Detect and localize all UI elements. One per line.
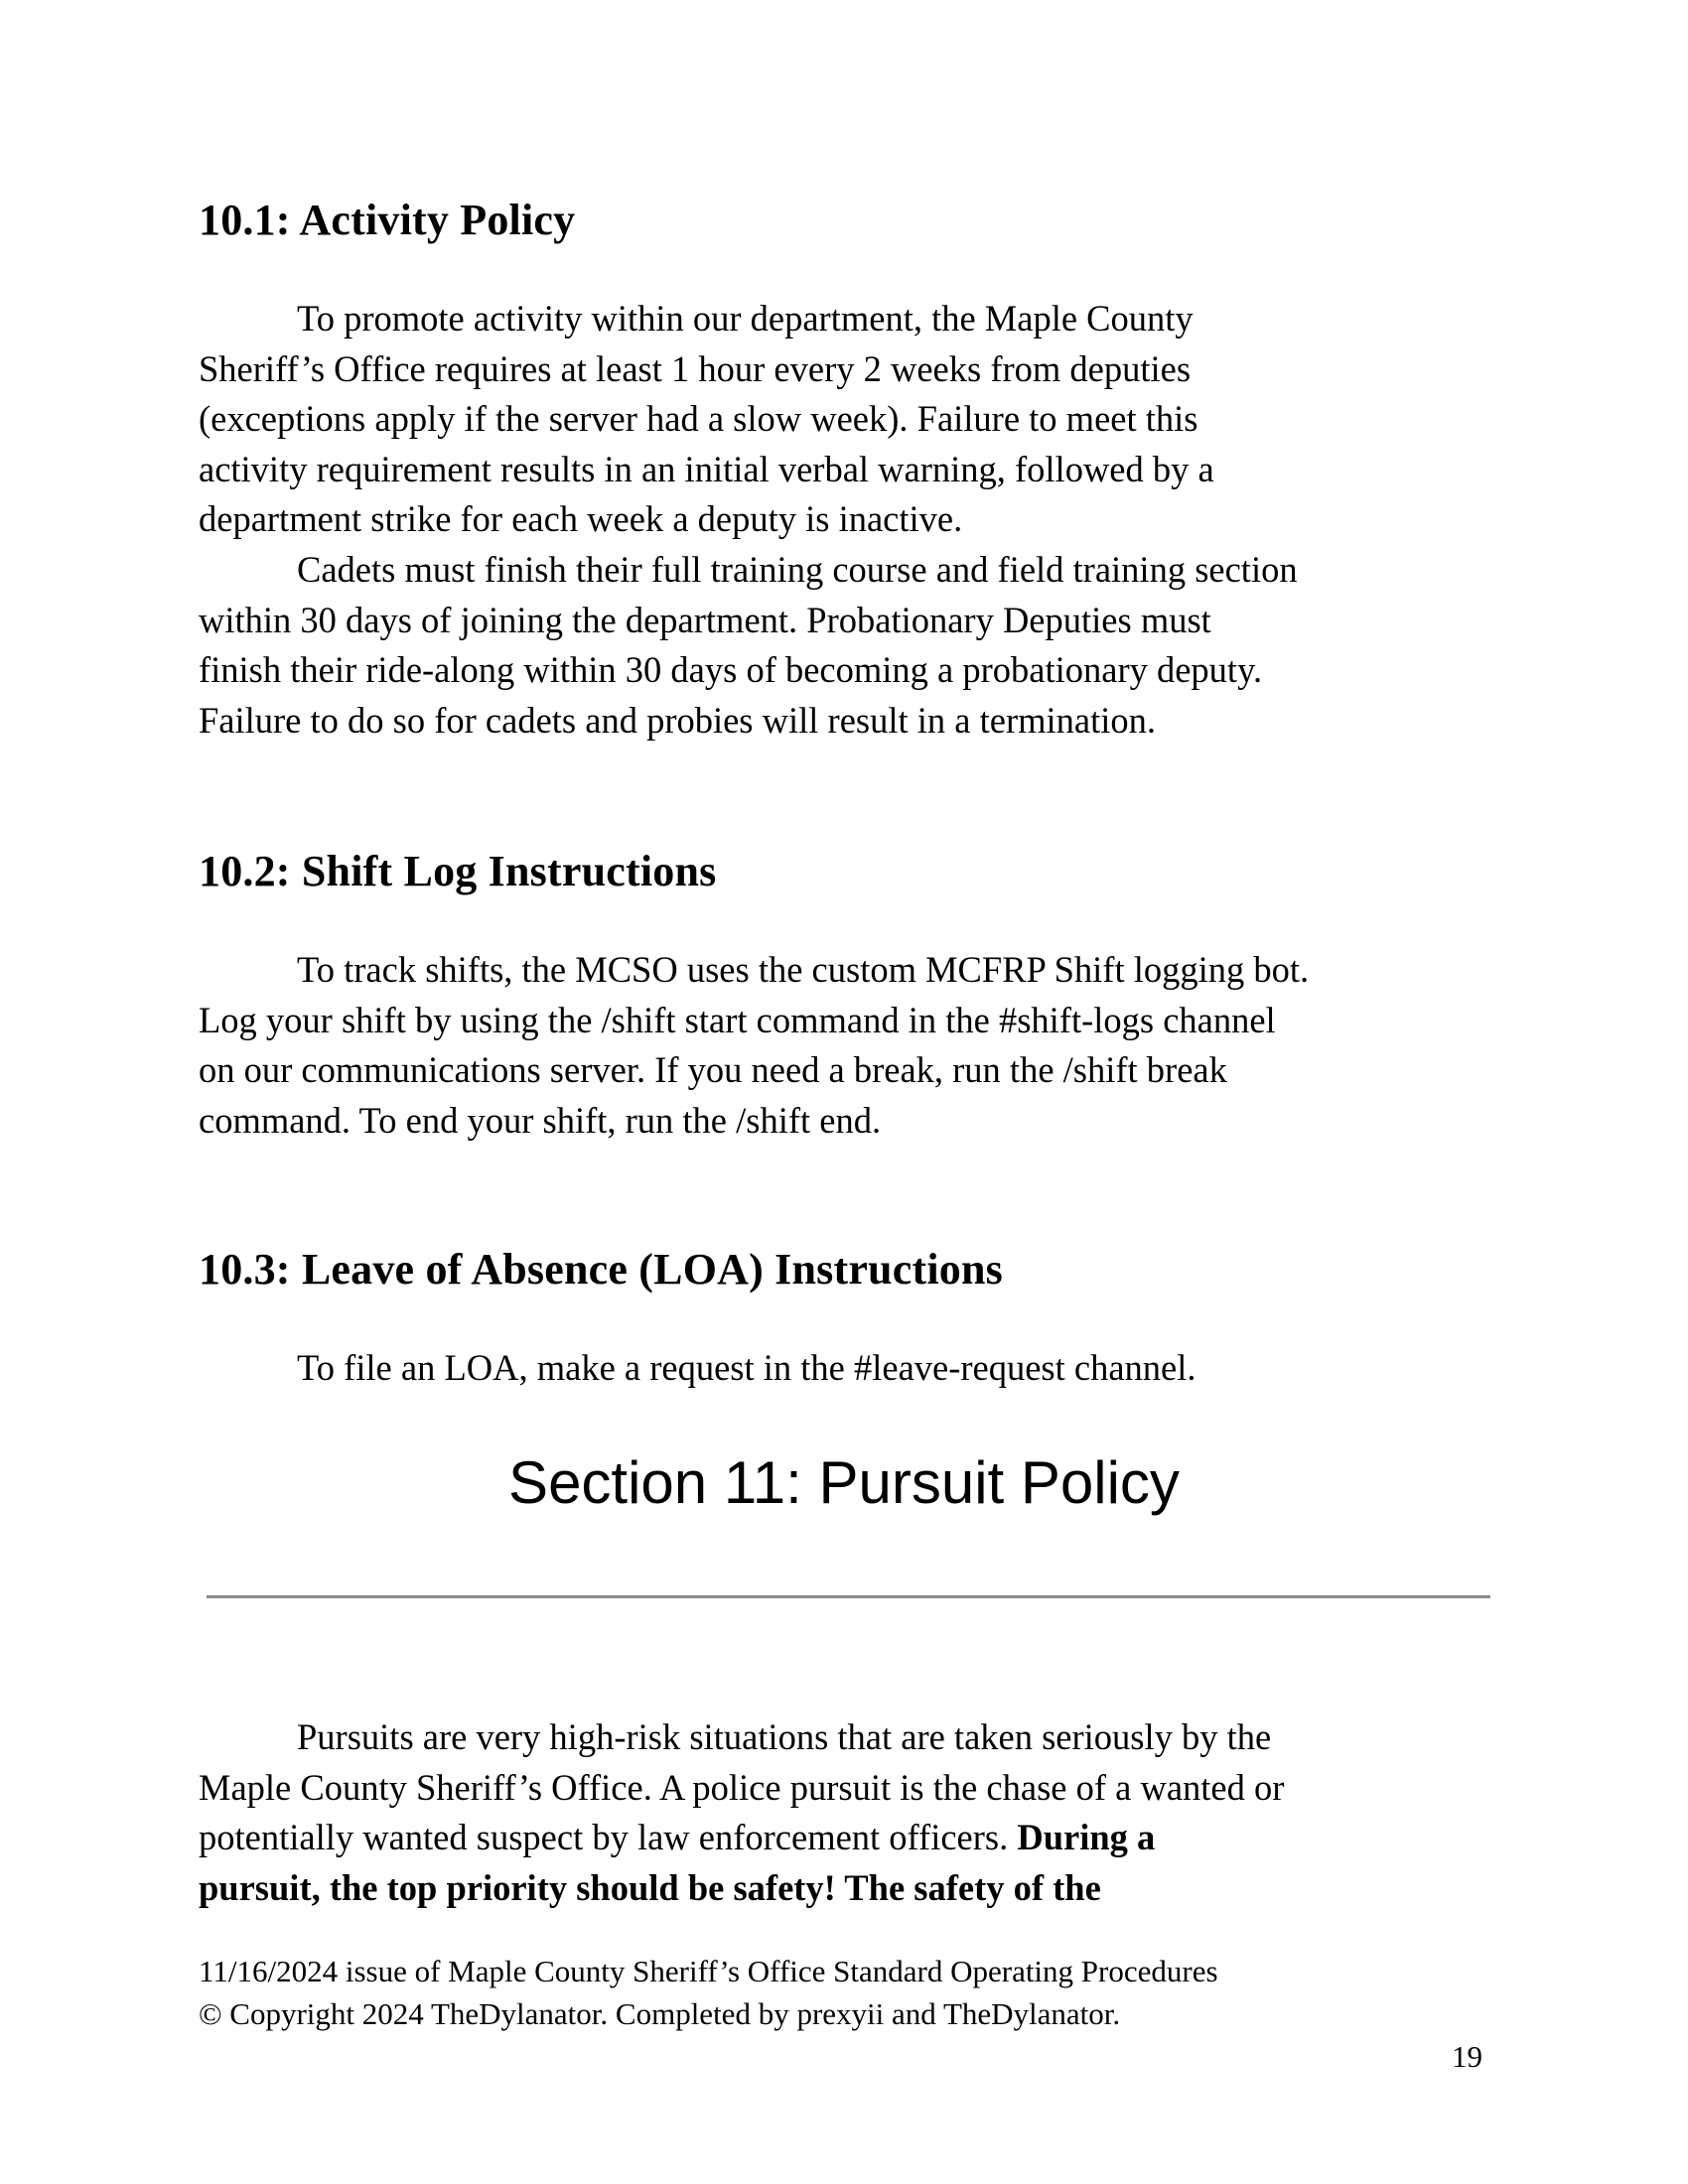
text-line: department strike for each week a deputy is inactive. bbox=[199, 498, 963, 540]
paragraph-cadet-requirements bbox=[199, 545, 1489, 746]
text-line: command. To end your shift, run the /shift end. bbox=[199, 1099, 882, 1141]
text-line: Pursuits are very high-risk situations that are taken seriously by the bbox=[297, 1716, 1272, 1757]
footer-copyright-line: © Copyright 2024 TheDylanator. Completed by prexyii and TheDylanator. bbox=[199, 1996, 1121, 2031]
text-line bbox=[199, 1813, 1489, 1863]
paragraph-pursuit-intro bbox=[199, 1712, 1489, 1913]
text-line: To promote activity within our department, the Maple County bbox=[297, 298, 1194, 339]
section-divider bbox=[207, 1595, 1490, 1598]
text-line: Failure to do so for cadets and probies will result in a termination. bbox=[199, 699, 1156, 741]
text-line: activity requirement results in an initial verbal warning, followed by a bbox=[199, 448, 1214, 489]
text-normal: potentially wanted suspect by law enforcement officers. bbox=[199, 1817, 1018, 1858]
section-title-pursuit-policy: Section 11: Pursuit Policy bbox=[508, 1449, 1180, 1516]
heading-leave-of-absence: 10.3: Leave of Absence (LOA) Instructions bbox=[199, 1245, 1003, 1294]
text-line: (exceptions apply if the server had a slow week). Failure to meet this bbox=[199, 398, 1198, 440]
text-line: To file an LOA, make a request in the #leave-request channel. bbox=[297, 1347, 1196, 1388]
heading-activity-policy: 10.1: Activity Policy bbox=[199, 196, 576, 244]
text-line: Sheriff’s Office requires at least 1 hour every 2 weeks from deputies bbox=[199, 347, 1192, 389]
text-emphasis: During a bbox=[1017, 1817, 1156, 1858]
text-line: Maple County Sheriff’s Office. A police pursuit is the chase of a wanted or bbox=[199, 1766, 1285, 1808]
paragraph-activity-requirement bbox=[199, 294, 1489, 545]
paragraph-shift-log bbox=[199, 945, 1489, 1146]
text-line: Cadets must finish their full training course and field training section bbox=[297, 549, 1298, 590]
text-line: finish their ride-along within 30 days of becoming a probationary deputy. bbox=[199, 649, 1263, 691]
heading-shift-log-instructions: 10.2: Shift Log Instructions bbox=[199, 847, 717, 895]
page-number: 19 bbox=[1452, 2039, 1482, 2074]
text-line: on our communications server. If you need a break, run the /shift break bbox=[199, 1049, 1227, 1091]
text-line: within 30 days of joining the department. Probationary Deputies must bbox=[199, 599, 1211, 640]
text-line: Log your shift by using the /shift start command in the #shift-logs channel bbox=[199, 999, 1276, 1040]
paragraph-loa bbox=[199, 1343, 1489, 1394]
text-line: To track shifts, the MCSO uses the custom MCFRP Shift logging bot. bbox=[297, 949, 1310, 990]
text-emphasis-line: pursuit, the top priority should be safety! The safety of the bbox=[199, 1866, 1101, 1908]
footer-issue-line: 11/16/2024 issue of Maple County Sheriff’s Office Standard Operating Procedures bbox=[199, 1954, 1218, 1988]
